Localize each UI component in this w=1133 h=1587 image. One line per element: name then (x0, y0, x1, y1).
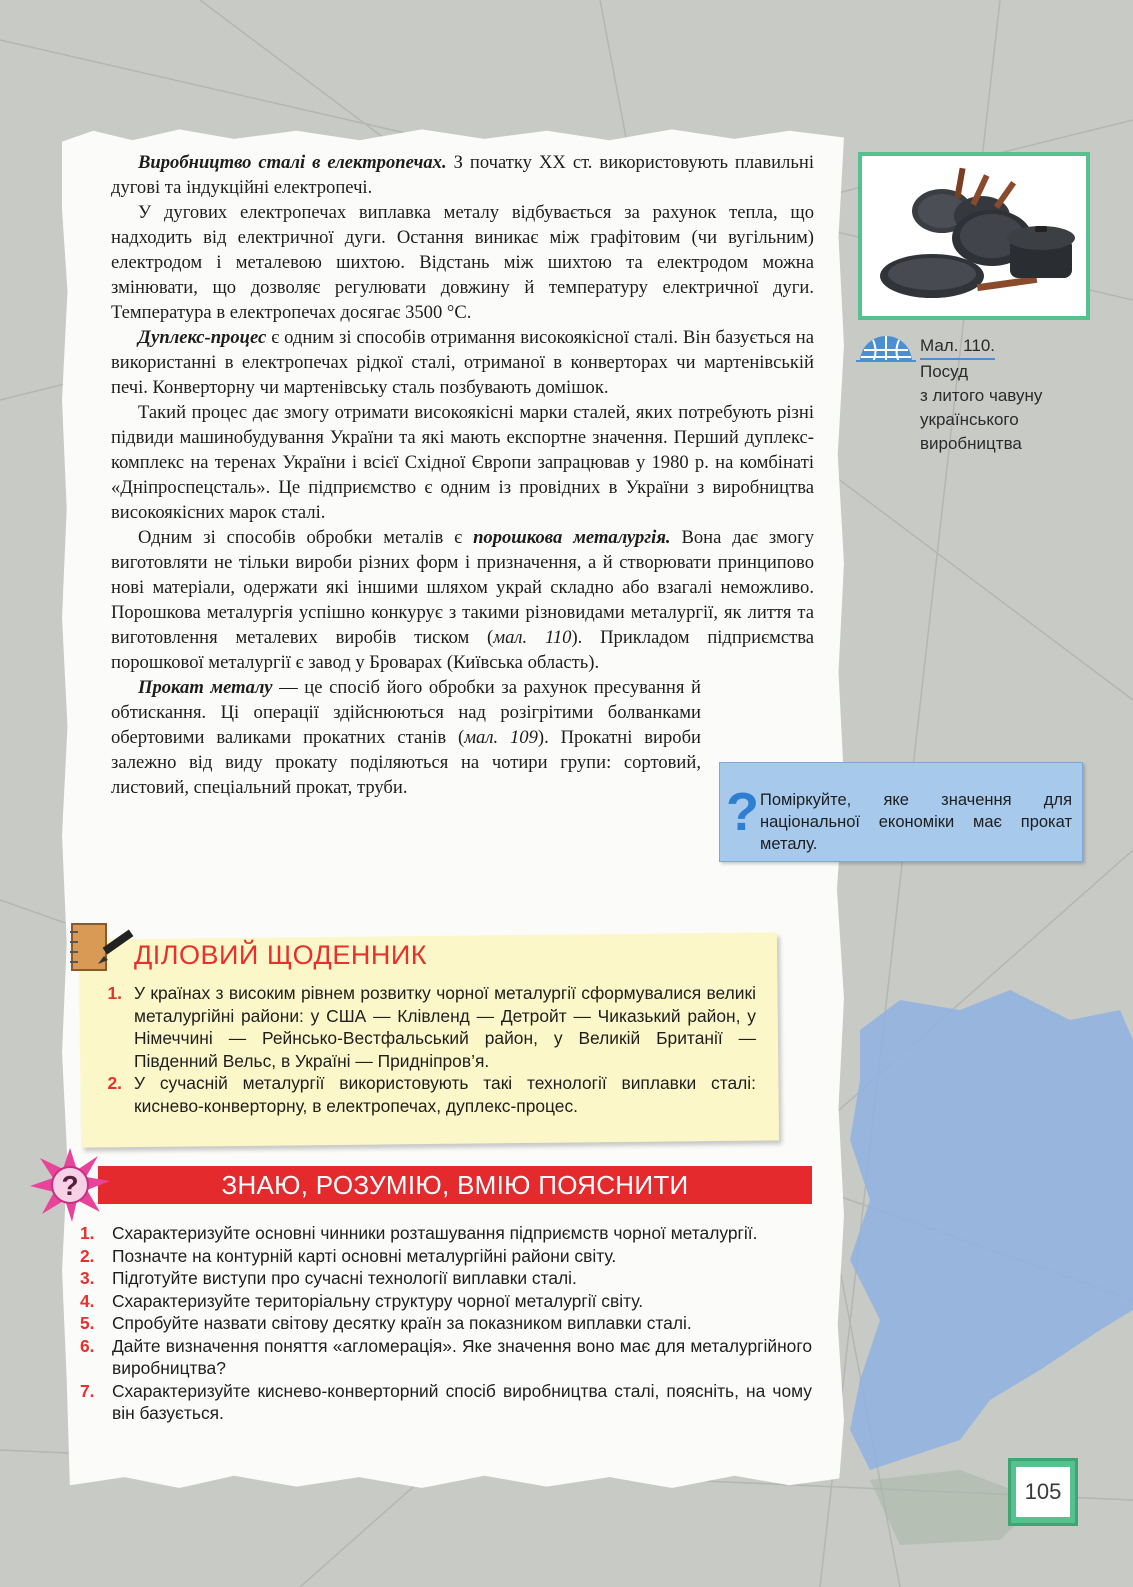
know-section-title: ЗНАЮ, РОЗУМІЮ, ВМІЮ ПОЯСНИТИ (221, 1170, 689, 1200)
diary-item: 1. У країнах з високим рівнем розвитку чорної металургії сформувалися великі металургійні райони: у США — Клівленд — Детройт — Чиказький район, у Німеччині — Рейнсько-Вестфальський район, у Великій Британії — Південний Вельс, в Україні — Придніпров’я. (107, 983, 756, 1071)
paragraph-arc-furnaces: У дугових електропечах виплавка металу відбувається за рахунок тепла, що надходить від електричної дуги. Остання виникає між графітовим (чи вугільним) електродом і металевою шихтою. Відстань між шихтою та електродом можна змінювати, що дозволяє регулювати довжину й температуру електричної дуги. Температура в електропечах досягає 3500 °С. (111, 202, 814, 323)
svg-text:?: ? (61, 1170, 79, 1201)
question-item: 6. Дайте визначення поняття «агломерація». Яке значення воно має для металургійного виробництва? (80, 1335, 812, 1378)
cast-iron-cookware-image (862, 156, 1086, 316)
page-number-badge (1008, 1458, 1078, 1526)
cookware-photo (858, 152, 1090, 320)
question-item: 5. Спробуйте назвати світову десятку країн за показником виплавки сталі. (80, 1313, 692, 1333)
question-item: 4. Схарактеризуйте територіальну структуру чорної металургії світу. (80, 1290, 644, 1311)
question-item: 1. Схарактеризуйте основні чинники розташування підприємств чорної металургії. (80, 1223, 758, 1243)
globe-icon (856, 334, 916, 362)
question-item: 7. Схарактеризуйте киснево-конверторний спосіб виробництва сталі, поясніть, на чому він базується. (80, 1380, 812, 1423)
think-question-text: Поміркуйте, яке значення для національної економіки має прокат металу. (760, 791, 1072, 853)
caption-line: Посуд (920, 362, 969, 381)
question-item: 3. Підготуйте виступи про сучасні технології виплавки сталі. (80, 1268, 577, 1288)
paragraph-powder-metallurgy: Одним зі способів обробки металів є порошкова металургія. Вона дає змогу виготовляти не тільки вироби різних форм і призначення, а й створювати принципово нові матеріали, одержати які іншими шляхом украй складно або взагалі неможливо. Порошкова металургія успішно конкурує з такими різновидами металургії, як лиття та виготовлення металевих виробів тиском (мал. 110). Прикладом підприємства порошкової металургії є завод у Броварах (Київська область). (111, 527, 815, 673)
paragraph-rolling: Прокат металу — це спосіб його обробки за рахунок пресування й обтискання. Ці операції здійснюються над розігрітими болванками обертовими валиками прокатних станів (мал. 109). Прокатні вироби залежно від виду прокату поділяються на чотири групи: сортовий, листовий, спеціальний прокат, труби. (111, 677, 701, 798)
caption-line: виробництва (920, 434, 1022, 453)
notebook-icon (68, 920, 136, 976)
diary-item: 2. У сучасній металургії використовують такі технології виплавки сталі: киснево-конверторну, в електропечах, дуплекс-процес. (107, 1073, 756, 1116)
caption-line: з литого чавуну (920, 386, 1043, 405)
figure-caption (920, 334, 1090, 456)
question-mark-icon: ? (726, 782, 759, 842)
know-questions-list (80, 1222, 812, 1425)
caption-line: українського (920, 410, 1019, 429)
diary-title: ДІЛОВИЙ ЩОДЕННИК (134, 940, 427, 970)
page-number: 105 (1016, 1467, 1070, 1517)
paragraph-electric-furnaces: Виробництво сталі в електропечах. З початку ХХ ст. використовують плавильні дугові та індукційні електропечі. (111, 152, 814, 198)
think-question-box (719, 762, 1083, 862)
paragraph-duplex: Дуплекс-процес є одним зі способів отримання високоякісної сталі. Він базується на використанні в електропечах рідкої сталі, отриманої в конверторах чи мартенівській печі. Конверторну чи мартенівську сталь позбувають домішок. (111, 327, 814, 398)
figure-number: Мал. 110. (920, 334, 995, 360)
main-text (111, 150, 814, 800)
question-item: 2. Позначте на контурній карті основні металургійні райони світу. (80, 1245, 617, 1266)
paragraph-duplex-complex: Такий процес дає змогу отримати високоякісні марки сталей, яких потребують різні підвиди машинобудування України та які мають експортне значення. Перший дуплекс-комплекс на теренах України і всієї Східної Європи запрацював у 1980 р. на комбінаті «Дніпроспецсталь». Це підприємство є одним із провідних в України з виробництва високоякісних марок сталі. (111, 402, 814, 523)
diary-list (100, 982, 756, 1117)
